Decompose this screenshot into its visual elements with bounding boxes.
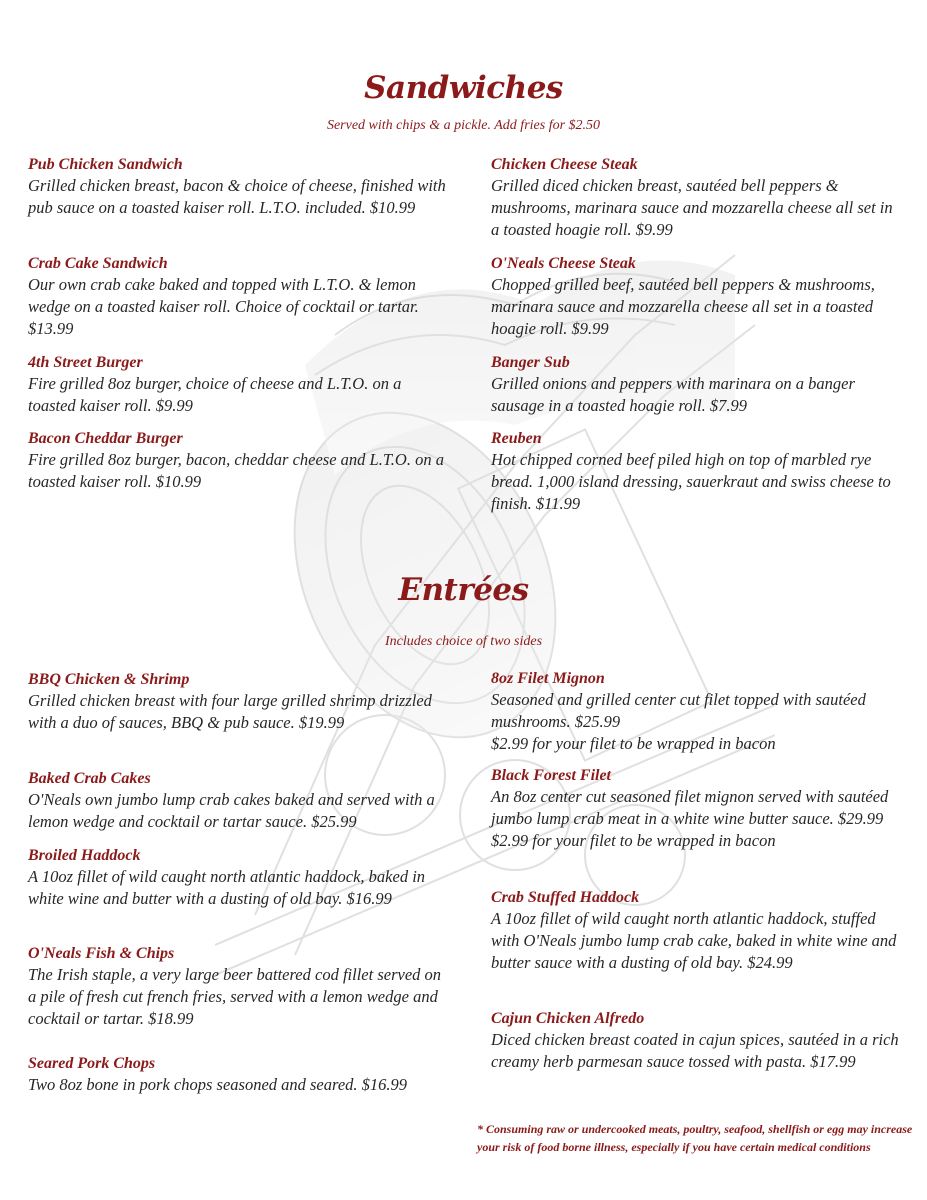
menu-item xyxy=(28,670,448,734)
item-name: 4th Street Burger xyxy=(28,354,143,371)
food-safety-disclaimer: * Consuming raw or undercooked meats, poultry, seafood, shellfish or egg may increase your risk of food borne illness, especially if you have certain medical conditions xyxy=(477,1122,913,1154)
menu-item xyxy=(28,769,448,833)
menu-item xyxy=(28,944,448,1030)
item-name: Chicken Cheese Steak xyxy=(491,156,638,173)
item-description: O'Neals own jumbo lump crab cakes baked and served with a lemon wedge and cocktail or tartar sauce. $25.99 xyxy=(28,790,435,831)
item-description: A 10oz fillet of wild caught north atlantic haddock, baked in white wine and butter with a dusting of old bay. $16.99 xyxy=(28,867,426,908)
item-name: Crab Cake Sandwich xyxy=(28,255,168,272)
menu-item xyxy=(28,1054,448,1096)
item-name: Baked Crab Cakes xyxy=(28,770,151,787)
item-description: Grilled onions and peppers with marinara on a banger sausage in a toasted hoagie roll. $7.99 xyxy=(491,374,855,415)
item-description: A 10oz fillet of wild caught north atlantic haddock, stuffed with O'Neals jumbo lump crab cake, baked in white wine and butter sauce with a dusting of old bay. $24.99 xyxy=(491,909,897,972)
item-description: Two 8oz bone in pork chops seasoned and seared. $16.99 xyxy=(28,1075,408,1094)
item-name: O'Neals Cheese Steak xyxy=(491,255,636,272)
entrees-title: Entrées xyxy=(398,572,529,608)
menu-item xyxy=(28,254,448,340)
menu-item xyxy=(28,353,448,417)
item-name: Cajun Chicken Alfredo xyxy=(491,1010,645,1027)
item-name: Broiled Haddock xyxy=(28,847,141,864)
item-description: Fire grilled 8oz burger, choice of cheese and L.T.O. on a toasted kaiser roll. $9.99 xyxy=(28,374,402,415)
item-description: Chopped grilled beef, sautéed bell peppers & mushrooms, marinara sauce and mozzarella cheese all set in a toasted hoagie roll. $9.99 xyxy=(491,275,875,338)
item-description: Fire grilled 8oz burger, bacon, cheddar cheese and L.T.O. on a toasted kaiser roll. $10.99 xyxy=(28,450,444,491)
item-name: Bacon Cheddar Burger xyxy=(28,430,183,447)
item-description: Grilled chicken breast with four large grilled shrimp drizzled with a duo of sauces, BBQ & pub sauce. $19.99 xyxy=(28,691,432,732)
menu-item xyxy=(491,888,901,974)
menu-item xyxy=(28,155,448,219)
item-description: An 8oz center cut seasoned filet mignon served with sautéed jumbo lump crab meat in a white wine butter sauce. $29.99 xyxy=(491,787,889,828)
item-description: Seasoned and grilled center cut filet topped with sautéed mushrooms. $25.99 xyxy=(491,690,866,731)
sandwiches-subtitle: Served with chips & a pickle. Add fries for $2.50 xyxy=(326,118,601,133)
item-note: $2.99 for your filet to be wrapped in bacon xyxy=(491,831,776,850)
menu-item xyxy=(28,429,448,493)
item-name: Crab Stuffed Haddock xyxy=(491,889,640,906)
menu-item xyxy=(491,1009,901,1073)
item-name: Pub Chicken Sandwich xyxy=(28,156,183,173)
item-name: Black Forest Filet xyxy=(491,767,611,784)
item-description: Grilled chicken breast, bacon & choice of cheese, finished with pub sauce on a toasted kaiser roll. L.T.O. included. $10.99 xyxy=(28,176,446,217)
menu-item xyxy=(491,766,901,852)
item-name: BBQ Chicken & Shrimp xyxy=(28,671,190,688)
item-note: $2.99 for your filet to be wrapped in bacon xyxy=(491,734,776,753)
item-name: Reuben xyxy=(491,430,542,447)
menu-item xyxy=(491,669,901,755)
menu-item xyxy=(491,254,901,340)
item-name: O'Neals Fish & Chips xyxy=(28,945,175,962)
item-description: The Irish staple, a very large beer battered cod fillet served on a pile of fresh cut french fries, served with a lemon wedge and cocktail or tartar. $18.99 xyxy=(28,965,442,1028)
menu-item xyxy=(491,353,901,417)
sandwiches-title: Sandwiches xyxy=(364,70,563,106)
menu-item xyxy=(28,846,448,910)
entrees-subtitle: Includes choice of two sides xyxy=(384,634,543,649)
item-name: Banger Sub xyxy=(491,354,570,371)
item-description: Grilled diced chicken breast, sautéed bell peppers & mushrooms, marinara sauce and mozzarella cheese all set in a toasted hoagie roll. $9.99 xyxy=(491,176,893,239)
item-description: Hot chipped corned beef piled high on top of marbled rye bread. 1,000 island dressing, sauerkraut and swiss cheese to finish. $11.99 xyxy=(491,450,891,513)
item-description: Diced chicken breast coated in cajun spices, sautéed in a rich creamy herb parmesan sauce tossed with pasta. $17.99 xyxy=(491,1030,899,1071)
menu-item xyxy=(491,429,901,515)
item-name: 8oz Filet Mignon xyxy=(491,670,605,687)
item-name: Seared Pork Chops xyxy=(28,1055,156,1072)
menu-item xyxy=(491,155,901,241)
item-description: Our own crab cake baked and topped with L.T.O. & lemon wedge on a toasted kaiser roll. Choice of cocktail or tartar. $13.99 xyxy=(28,275,419,338)
